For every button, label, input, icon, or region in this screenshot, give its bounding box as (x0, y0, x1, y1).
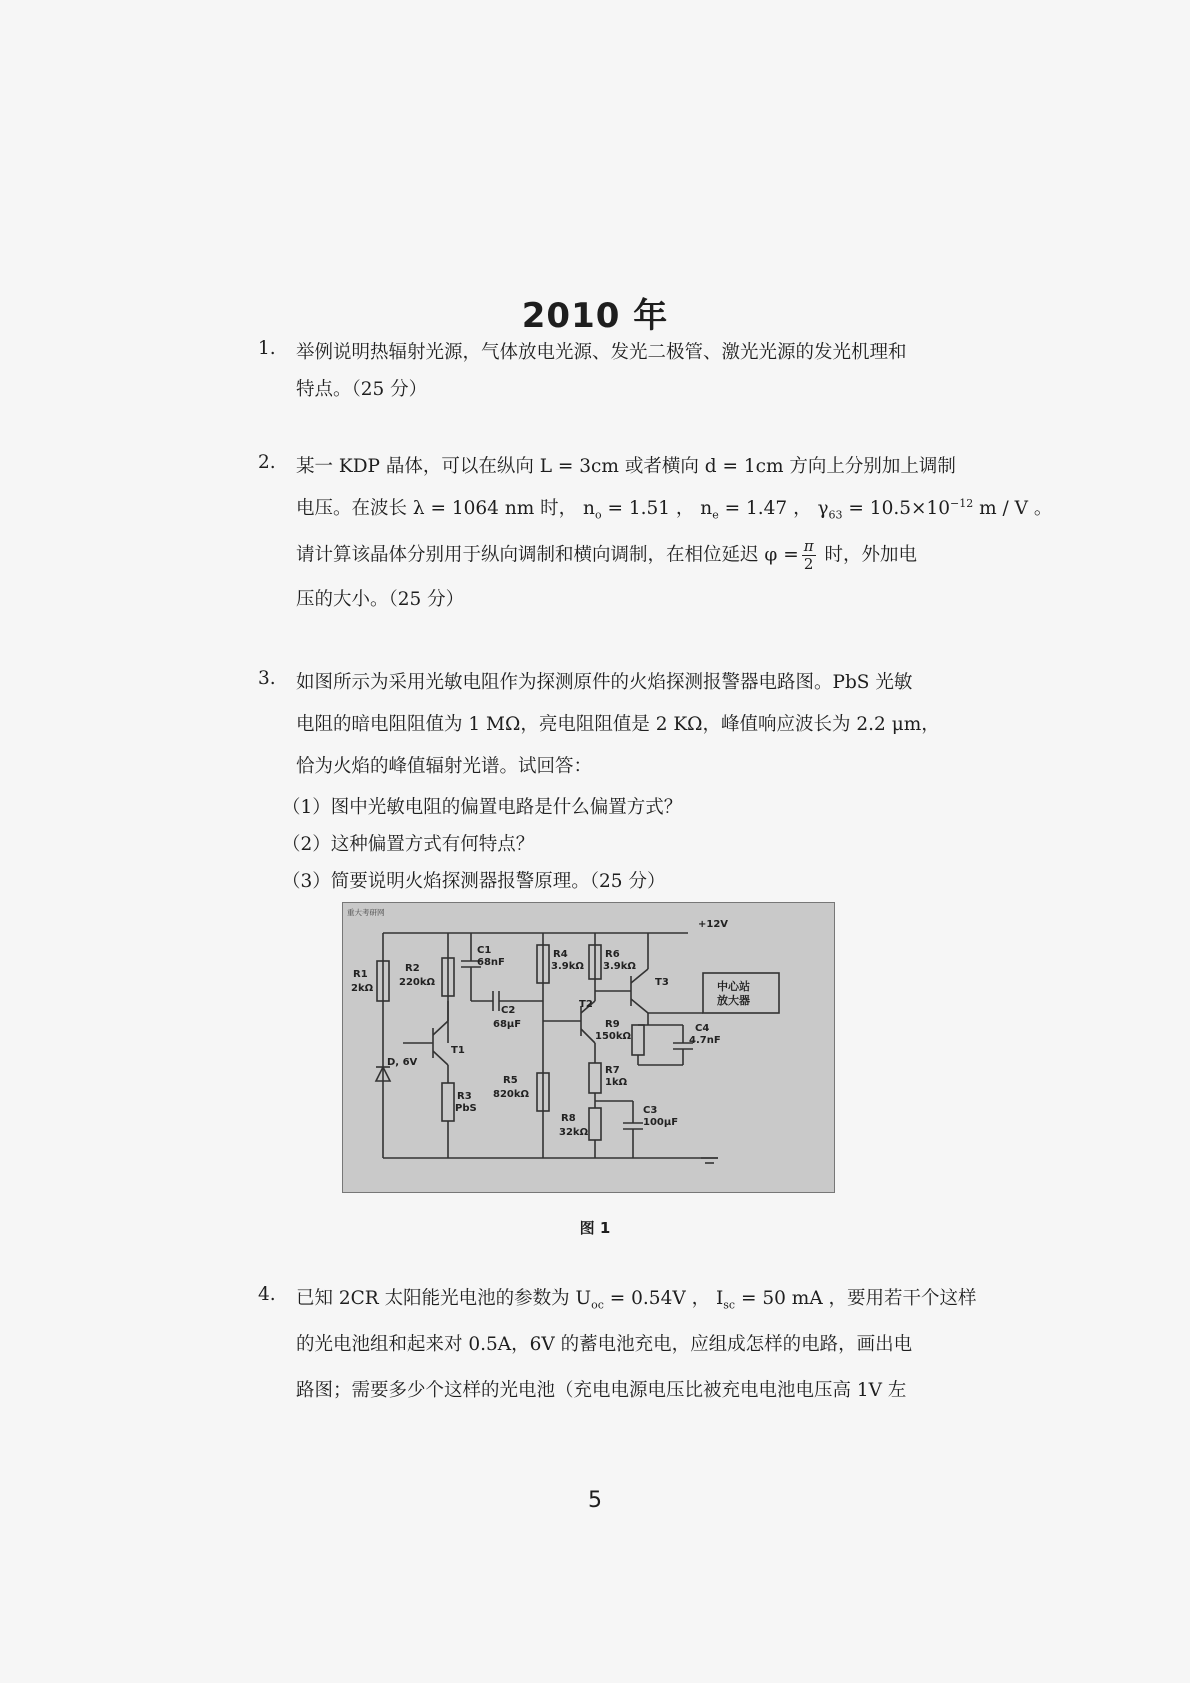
fig-header: 重大考研网 (347, 908, 385, 917)
label-c2: C2 (501, 1005, 516, 1016)
question-line: 电压。在波长 λ = 1064 nm 时， $n_o = 1.51$ ， $n_e = 1.47$ ， $\gamma_{63} = 10.5\times 10^{-12}$ m / V 。 (296, 496, 1053, 522)
question-number: 3. (258, 668, 276, 689)
label-r9v: 150kΩ (595, 1031, 632, 1042)
question-line: 如图所示为采用光敏电阻作为探测原件的火焰探测报警器电路图。PbS 光敏 (296, 672, 913, 693)
label-c1v: 68nF (477, 957, 505, 968)
question-line: 某一 KDP 晶体，可以在纵向 L = 3cm 或者横向 d = 1cm 方向上分别加上调制 (296, 456, 956, 477)
label-t3: T3 (655, 977, 669, 988)
figure-caption: 图 1 (579, 1219, 611, 1237)
label-d: D, 6V (387, 1057, 418, 1068)
label-r3v: PbS (455, 1103, 477, 1114)
label-r7: R7 (605, 1065, 620, 1076)
label-r6v: 3.9kΩ (603, 961, 636, 972)
page-number: 5 (588, 1488, 602, 1513)
label-t2: T2 (579, 999, 593, 1010)
label-r2v: 220kΩ (399, 977, 436, 988)
label-r6: R6 (605, 949, 620, 960)
sub-question: （1）图中光敏电阻的偏置电路是什么偏置方式？ (282, 797, 683, 818)
label-c2v: 68μF (493, 1019, 522, 1030)
label-v12: +12V (698, 919, 729, 930)
question-line: 电阻的暗电阻阻值为 1 MΩ，亮电阻阻值是 2 KΩ，峰值响应波长为 2.2 μm， (296, 714, 940, 735)
question-line: 恰为火焰的峰值辐射光谱。试回答： (296, 756, 593, 777)
sub-question: （3）简要说明火焰探测器报警原理。（25 分） (282, 871, 666, 892)
label-c3: C3 (643, 1105, 658, 1116)
label-r8: R8 (561, 1113, 576, 1124)
label-r8v: 32kΩ (559, 1127, 589, 1138)
label-c3v: 100μF (643, 1117, 679, 1128)
label-r2: R2 (405, 963, 420, 974)
circuit-diagram (342, 902, 835, 1193)
question-line: 特点。（25 分） (296, 379, 428, 400)
question-line: 路图；需要多少个这样的光电池（充电电源电压比被充电电池电压高 1V 左 (296, 1380, 907, 1401)
fraction: $\frac{\pi}{2}$ (803, 537, 814, 573)
label-c1: C1 (477, 945, 492, 956)
question-number: 1. (258, 338, 276, 359)
label-r1: R1 (353, 969, 368, 980)
question-line: 请计算该晶体分别用于纵向调制和横向调制，在相位延迟 φ = $\frac{\pi}{2}$ 时，外加电 (296, 537, 917, 573)
question-number: 4. (258, 1284, 276, 1305)
label-box1: 中心站 (717, 980, 750, 993)
question-line: 举例说明热辐射光源，气体放电光源、发光二极管、激光光源的发光机理和 (296, 342, 907, 363)
label-c4v: 4.7nF (689, 1035, 721, 1046)
label-r3: R3 (457, 1091, 472, 1102)
page-title: 2010 年 (521, 296, 669, 336)
label-r5v: 820kΩ (493, 1089, 530, 1100)
label-r1v: 2kΩ (351, 983, 374, 994)
label-r9: R9 (605, 1019, 620, 1030)
label-r7v: 1kΩ (605, 1077, 628, 1088)
label-r4: R4 (553, 949, 568, 960)
sub-question: （2）这种偏置方式有何特点？ (282, 834, 535, 855)
question-number: 2. (258, 452, 276, 473)
label-box2: 放大器 (717, 994, 750, 1007)
label-r4v: 3.9kΩ (551, 961, 584, 972)
question-line: 已知 2CR 太阳能光电池的参数为 $U_{oc} = 0.54V$ ， $I_{sc} = 50$ mA ，要用若干个这样 (296, 1288, 977, 1312)
label-r5: R5 (503, 1075, 518, 1086)
label-t1: T1 (451, 1045, 465, 1056)
label-c4: C4 (695, 1023, 710, 1034)
question-line: 压的大小。（25 分） (296, 589, 465, 610)
question-line: 的光电池组和起来对 0.5A，6V 的蓄电池充电，应组成怎样的电路，画出电 (296, 1334, 913, 1355)
